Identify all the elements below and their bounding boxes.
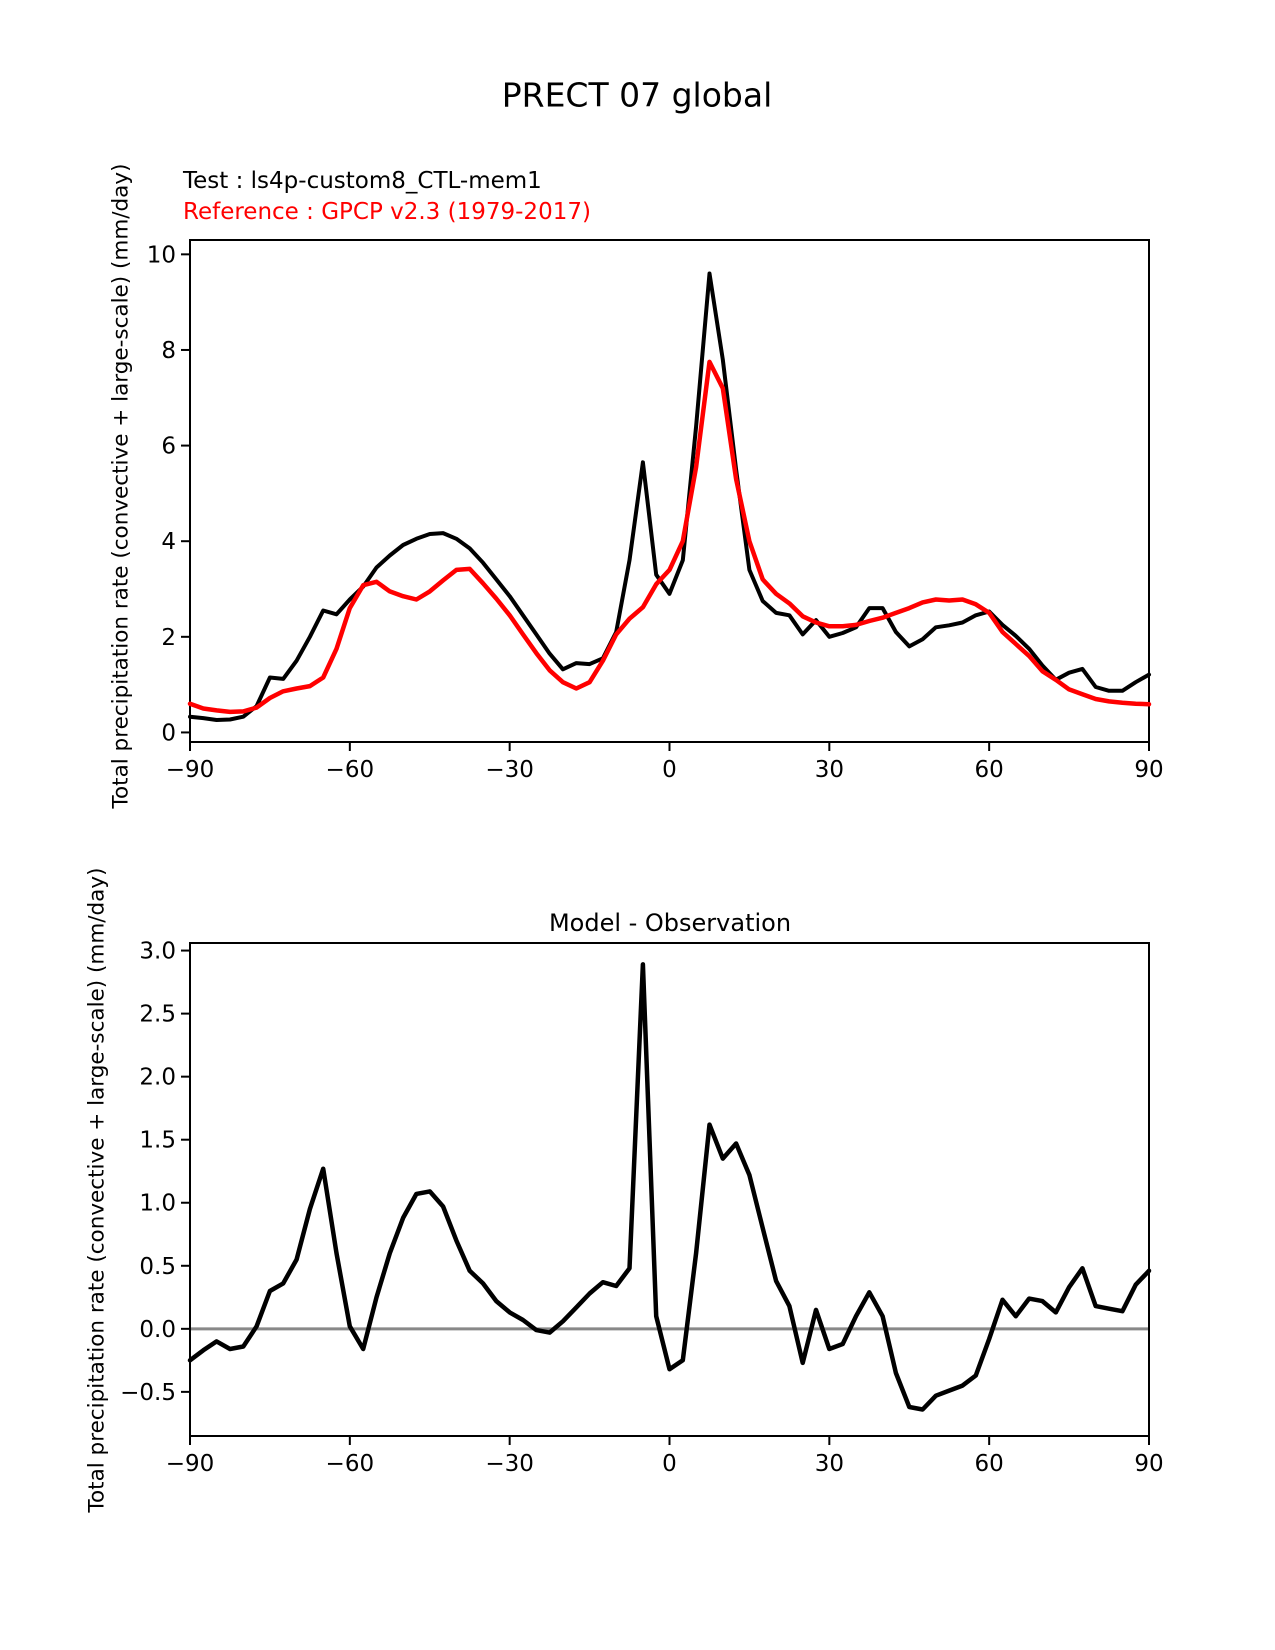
x-tick-label: −90 (165, 757, 215, 783)
y-tick-label: 2 (161, 624, 176, 651)
top-chart-y-axis-label: Total precipitation rate (convective + large-scale) (mm/day) (108, 163, 134, 809)
x-tick-label: 30 (814, 1451, 844, 1477)
y-tick-label: 0 (161, 720, 176, 747)
x-tick-label: 30 (814, 757, 844, 783)
x-tick-label: −60 (325, 1451, 375, 1477)
legend-reference-text: Reference : GPCP v2.3 (1979-2017) (183, 199, 591, 225)
y-tick-label: 0.5 (139, 1253, 176, 1280)
y-tick-label: 4 (161, 529, 176, 556)
top-chart (147, 240, 1164, 783)
y-tick-label: 1.5 (139, 1127, 176, 1154)
x-tick-label: 90 (1134, 757, 1164, 783)
y-tick-label: −0.5 (120, 1379, 176, 1406)
bottom-chart-y-axis-label: Total precipitation rate (convective + large-scale) (mm/day) (84, 867, 110, 1513)
x-tick-label: −60 (325, 757, 375, 783)
y-tick-label: 2.0 (139, 1064, 176, 1091)
axes-box (190, 240, 1149, 742)
bottom-chart (120, 939, 1164, 1477)
bottom-chart-title: Model - Observation (548, 909, 792, 937)
x-tick-label: 60 (974, 757, 1004, 783)
x-tick-label: −30 (485, 757, 534, 783)
x-tick-label: 0 (662, 757, 677, 783)
difference-series-line (190, 964, 1149, 1409)
x-tick-label: 90 (1134, 1451, 1164, 1477)
y-tick-label: 2.5 (139, 1001, 176, 1028)
figure-title: PRECT 07 global (501, 75, 773, 115)
reference-series-line (190, 362, 1149, 712)
y-tick-label: 10 (146, 242, 176, 269)
y-tick-label: 6 (161, 433, 176, 460)
x-tick-label: 0 (662, 1451, 677, 1477)
y-tick-label: 1.0 (139, 1190, 176, 1217)
y-tick-label: 3.0 (139, 938, 176, 965)
x-tick-label: 60 (974, 1451, 1004, 1477)
x-tick-label: −90 (165, 1451, 215, 1477)
y-tick-label: 0.0 (139, 1316, 176, 1343)
legend-test-text: Test : ls4p-custom8_CTL-mem1 (183, 168, 542, 194)
x-tick-label: −30 (485, 1451, 534, 1477)
y-tick-label: 8 (161, 337, 176, 364)
